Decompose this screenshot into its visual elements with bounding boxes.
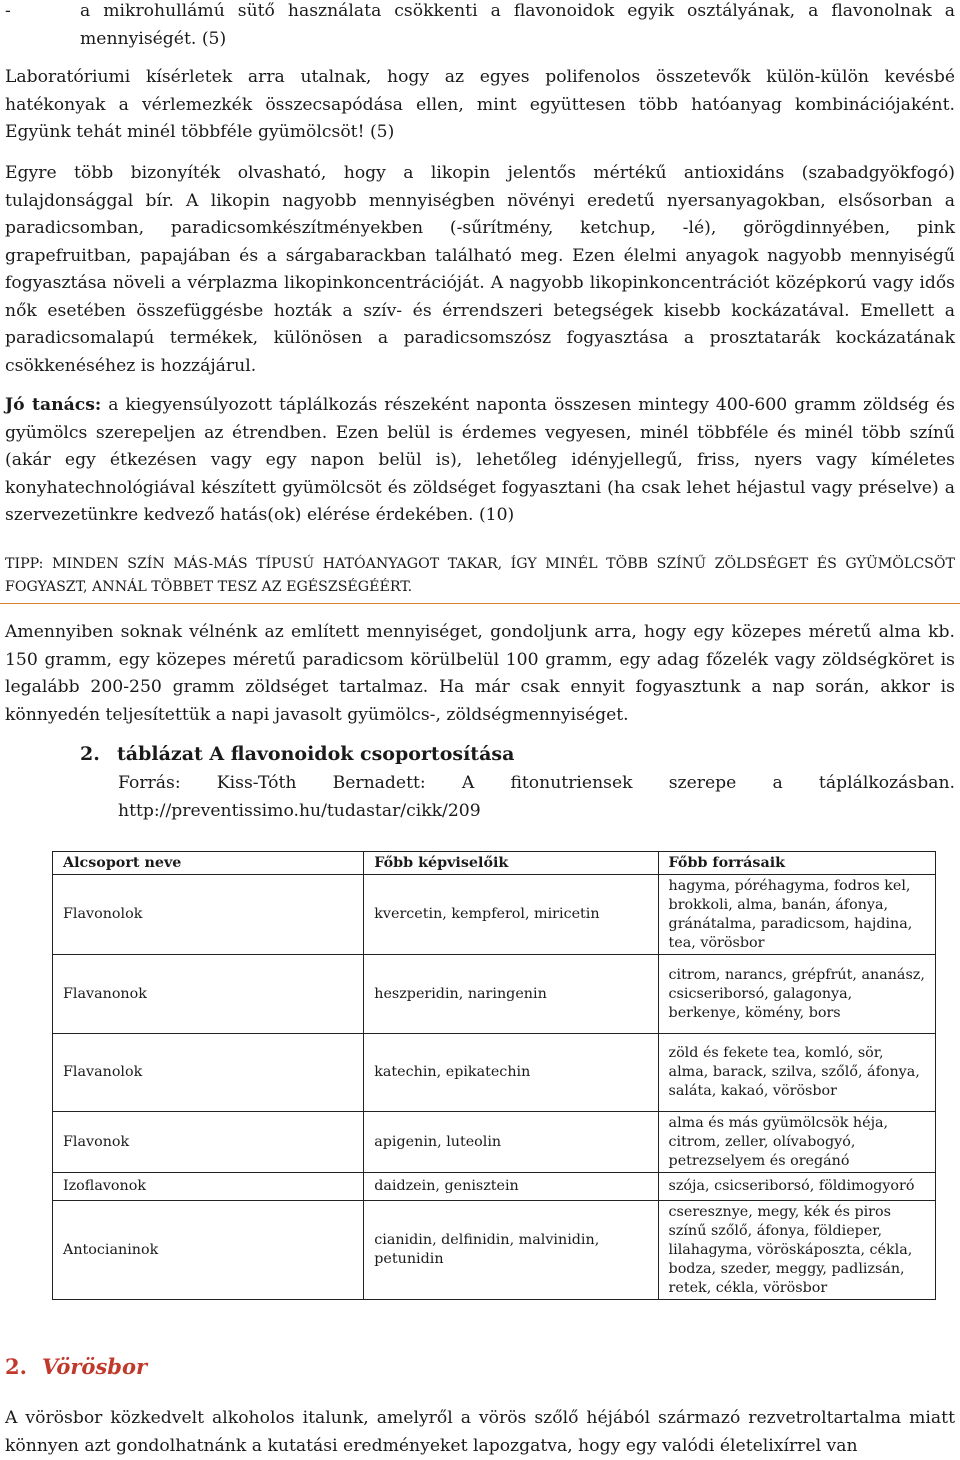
cell-representatives: kvercetin, kempferol, miricetin <box>364 875 658 955</box>
cell-subgroup: Izoflavonok <box>53 1173 364 1201</box>
cell-subgroup: Flavanolok <box>53 1034 364 1112</box>
table-header-row <box>53 852 936 875</box>
table-row <box>53 1201 936 1300</box>
table-row <box>53 875 936 955</box>
cell-sources: alma és más gyümölcsök héja, citrom, zeller, olívabogyó, petrezselyem és oregánó <box>658 1112 935 1173</box>
header-subgroup: Alcsoport neve <box>53 852 364 875</box>
cell-subgroup: Flavonolok <box>53 875 364 955</box>
tip-box: TIPP: MINDEN SZÍN MÁS-MÁS TÍPUSÚ HATÓANYAGOT TAKAR, ÍGY MINÉL TÖBB SZÍNŰ ZÖLDSÉGET ÉS GYÜMÖLCSÖT FOGYASZT, ANNÁL TÖBBET TESZ AZ EGÉSZSÉGÉÉRT. <box>5 556 955 595</box>
paragraph-quantities: Amennyiben soknak vélnénk az említett mennyiséget, gondoljunk arra, hogy egy közepes méretű alma kb. 150 gramm, egy közepes méretű paradicsom körülbelül 100 gramm, egy adag főzelék vagy zöldségköret is legalább 200-250 gramm zöldséget tartalmaz. Ha már csak ennyit fogyasztunk a nap során, akkor is könnyedén teljesítettük a napi javasolt gyümölcs-, zöldségmennyiséget. <box>5 622 955 725</box>
paragraph-red-wine: A vörösbor közkedvelt alkoholos italunk, amelyről a vörös szőlő héjából származó rezvetroltartalma miatt könnyen azt gondolhatnánk a kutatási eredményeket lapozgatva, hogy egy valódi életelixírrel van <box>5 1408 955 1456</box>
table-source: Forrás: Kiss-Tóth Bernadett: A fitonutriensek szerepe a táplálkozásban. <box>118 773 955 793</box>
cell-sources: hagyma, póréhagyma, fodros kel, brokkoli, alma, banán, áfonya, gránátalma, paradicsom, hajdina, tea, vörösbor <box>658 875 935 955</box>
bullet-dash: - <box>5 1 11 21</box>
table-number: 2. <box>80 743 100 765</box>
section-number: 2. <box>5 1354 27 1379</box>
paragraph-lycopene: Egyre több bizonyíték olvasható, hogy a likopin jelentős mértékű antioxidáns (szabadgyökfogó) tulajdonsággal bír. A likopin nagyobb mennyiségben növényi eredetű nyersanyagokban, elsősorban a paradicsomban, paradicsomkészítményekben (-sűrítmény, ketchup, -lé), görögdinnyében, pink grapefruitban, papajában és a sárgabarackban található meg. Ezen élelmi anyagok nagyobb mennyiségű fogyasztása növeli a vérplazma likopinkoncentrációját. A nagyobb likopinkoncentrációt középkorú vagy idős nők esetében összefüggésbe hozták a szív- és érrendszeri betegségek kisebb kockázatával. Emellett a paradicsomalapú termékek, különösen a paradicsomszósz fogyasztása a prosztatarák kockázatának csökkenéséhez is hozzájárul. <box>5 163 955 376</box>
cell-sources: cseresznye, megy, kék és piros színű szőlő, áfonya, földieper, lilahagyma, vöröskáposzta, cékla, bodza, szeder, meggy, padlizsán, retek, cékla, vörösbor <box>658 1201 935 1300</box>
advice-label: Jó tanács: <box>5 395 102 415</box>
bullet-item <box>0 0 960 56</box>
cell-sources: szója, csicseriborsó, földimogyoró <box>658 1173 935 1201</box>
cell-subgroup: Flavonok <box>53 1112 364 1173</box>
bullet-text: a mikrohullámú sütő használata csökkenti a flavonoidok egyik osztályának, a flavonolnak a mennyiségét. (5) <box>80 1 955 49</box>
paragraph-advice <box>5 392 955 530</box>
table-row <box>53 1034 936 1112</box>
flavonoid-table <box>52 851 936 1300</box>
cell-subgroup: Flavanonok <box>53 955 364 1034</box>
cell-sources: zöld és fekete tea, komló, sör, alma, barack, szilva, szőlő, áfonya, saláta, kakaó, vörösbor <box>658 1034 935 1112</box>
cell-representatives: daidzein, genisztein <box>364 1173 658 1201</box>
table-title: táblázat A flavonoidok csoportosítása <box>117 743 515 765</box>
header-sources: Főbb forrásaik <box>658 852 935 875</box>
section-title: Vörösbor <box>42 1354 148 1379</box>
advice-text: a kiegyensúlyozott táplálkozás részeként naponta összesen mintegy 400-600 gramm zöldség és gyümölcs szerepeljen az étrendben. Ezen belül is érdemes vegyesen, minél többféle és minél több színű (akár egy étkezésen vagy egy napon belül is), lehetőleg idényjellegű, friss, nyers vagy kíméletes konyhatechnológiával készített gyümölcsöt és zöldséget fogyasztani (ha csak lehet héjastul vagy préselve) a szervezetünkre kedvező hatás(ok) elérése érdekében. (10) <box>5 395 955 525</box>
paragraph-polyphenols: Laboratóriumi kísérletek arra utalnak, hogy az egyes polifenolos összetevők külön-külön kevésbé hatékonyak a vérlemezkék összecsapódása ellen, mint együttesen több hatóanyag kombinációjaként. Együnk tehát minél többféle gyümölcsöt! (5) <box>5 67 955 142</box>
table-row <box>53 955 936 1034</box>
cell-subgroup: Antocianinok <box>53 1201 364 1300</box>
cell-representatives: katechin, epikatechin <box>364 1034 658 1112</box>
section-heading <box>5 1352 147 1382</box>
header-representatives: Főbb képviselőik <box>364 852 658 875</box>
tip-divider <box>0 603 960 604</box>
cell-sources: citrom, narancs, grépfrút, ananász, csicseriborsó, galagonya, berkenye, kömény, bors <box>658 955 935 1034</box>
cell-representatives: cianidin, delfinidin, malvinidin, petunidin <box>364 1201 658 1300</box>
table-source-url: http://preventissimo.hu/tudastar/cikk/209 <box>118 801 481 821</box>
table-row <box>53 1173 936 1201</box>
table-row <box>53 1112 936 1173</box>
table-caption <box>80 741 514 768</box>
cell-representatives: apigenin, luteolin <box>364 1112 658 1173</box>
cell-representatives: heszperidin, naringenin <box>364 955 658 1034</box>
